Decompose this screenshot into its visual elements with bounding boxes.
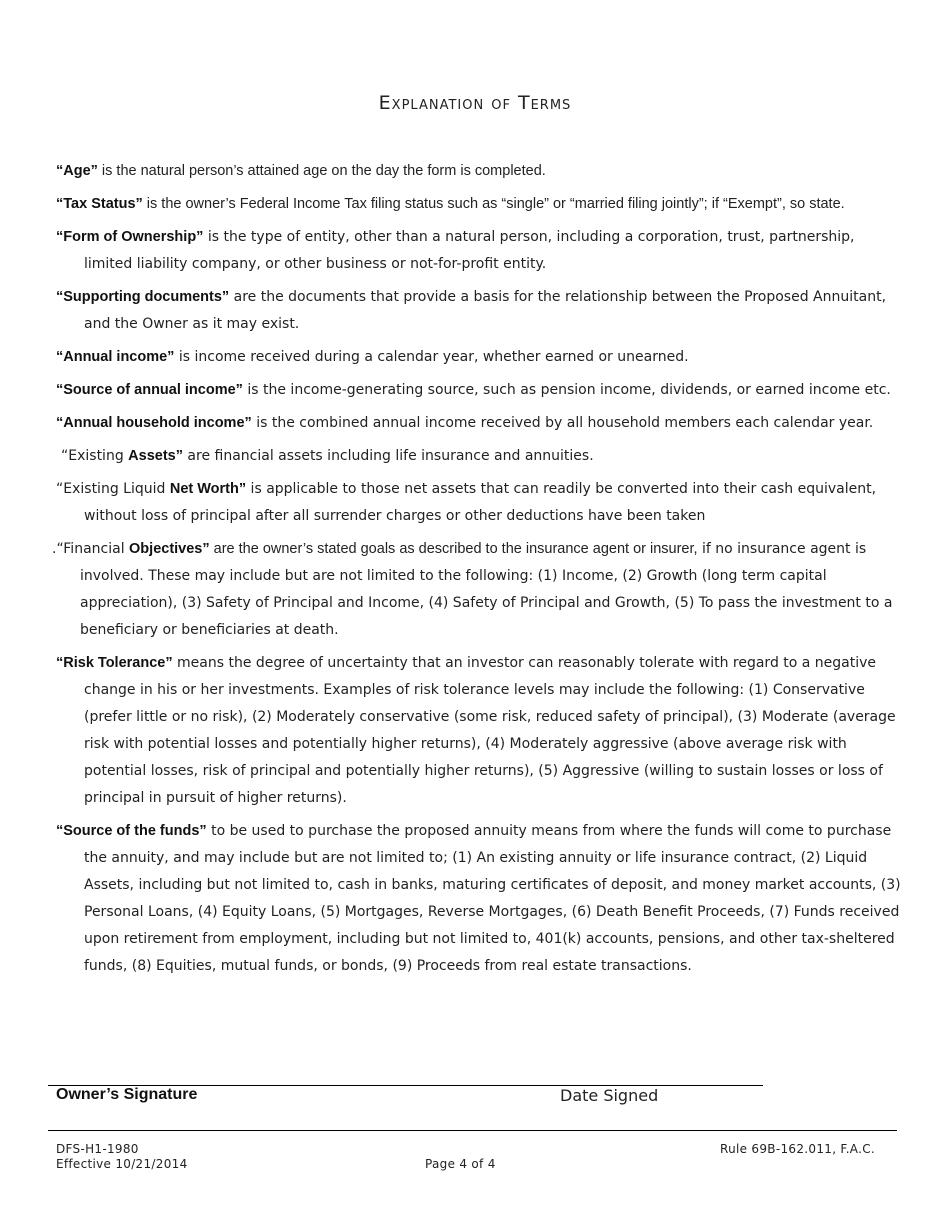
term-annual-income (56, 344, 902, 371)
term-tax-status (56, 191, 902, 218)
term-name: “Risk Tolerance” (56, 655, 173, 671)
term-existing-liquid-net-worth (56, 476, 902, 530)
term-definition-lead: are the owner’s stated goals as described to the insurance agent or insurer, (209, 541, 698, 557)
term-definition: is the type of entity, other than a natural person, including a corporation, trust, partnership, limited liability company, or other business or not-for-profit entity. (84, 229, 855, 272)
term-definition: is the natural person’s attained age on the day the form is completed. (97, 163, 546, 179)
term-name: “Source of annual income” (56, 382, 243, 398)
term-prefix: “Existing (61, 448, 129, 464)
rule-reference: Rule 69B-162.011, F.A.C. (720, 1142, 876, 1156)
term-name: “Form of Ownership” (56, 229, 204, 245)
term-definition: is income received during a calendar year, whether earned or unearned. (174, 349, 689, 365)
term-supporting-documents (56, 284, 902, 338)
term-annual-household-income (56, 410, 902, 437)
term-name: Objectives” (129, 541, 210, 557)
term-name: Net Worth” (169, 481, 247, 497)
term-definition: if no insurance agent is involved. These may include but are not limited to the following: (1) Income, (2) Growth (long term capital appreciation), (3) Safety of Principal and Income, (4) Safety of Principal and Growth, (5) To pass the investment to a beneficiary or beneficiaries at death. (80, 541, 893, 638)
terms-list (52, 158, 902, 986)
term-source-of-the-funds (56, 818, 902, 980)
term-name: “Tax Status” (56, 196, 143, 212)
page-title: Explanation of Terms (378, 92, 572, 114)
term-definition: are financial assets including life insurance and annuities. (182, 448, 594, 464)
owner-signature-label: Owner’s Signature (56, 1086, 198, 1103)
term-definition: is applicable to those net assets that can readily be converted into their cash equivalent, without loss of principal after all surrender charges or other deductions have been taken (84, 481, 877, 524)
form-number: DFS-H1-1980 (56, 1142, 139, 1156)
term-definition: is the combined annual income received by all household members each calendar year. (251, 415, 874, 431)
term-definition: means the degree of uncertainty that an investor can reasonably tolerate with regard to a negative change in his or her investments. Examples of risk tolerance levels may include the following: (1) Conservative (prefer little or no risk), (2) Moderately conservative (some risk, reduced safety of principal), (3) Moderate (average risk with potential losses and potentially higher returns), (4) Moderately aggressive (above average risk with potential losses, risk of principal and potentially higher returns), (5) Aggressive (willing to sustain losses or loss of principal in pursuit of higher returns). (84, 655, 896, 806)
term-source-of-annual-income (56, 377, 902, 404)
term-name: “Annual household income” (56, 415, 252, 431)
term-name: “Source of the funds” (56, 823, 207, 839)
term-existing-assets (56, 443, 902, 470)
term-risk-tolerance (56, 650, 902, 812)
term-name: “Annual income” (56, 349, 175, 365)
term-definition: is the owner’s Federal Income Tax filing status such as “single” or “married filing jointly”; if “Exempt”, so state. (142, 196, 845, 212)
term-prefix: .“Financial (52, 541, 130, 557)
footer-divider (48, 1130, 897, 1131)
term-age (56, 158, 902, 185)
term-definition: are the documents that provide a basis for the relationship between the Proposed Annuitant, and the Owner as it may exist. (84, 289, 887, 332)
date-signed-label: Date Signed (560, 1086, 659, 1105)
term-name: Assets” (128, 448, 183, 464)
effective-date: Effective 10/21/2014 (56, 1157, 188, 1171)
term-name: “Supporting documents” (56, 289, 230, 305)
term-financial-objectives (52, 536, 902, 644)
page-number: Page 4 of 4 (425, 1157, 496, 1171)
term-definition: is the income-generating source, such as pension income, dividends, or earned income etc. (242, 382, 891, 398)
term-definition: to be used to purchase the proposed annuity means from where the funds will come to purchase the annuity, and may include but are not limited to; (1) An existing annuity or life insurance contract, (2) Liquid Assets, including but not limited to, cash in banks, maturing certificates of deposit, and money market accounts, (3) Personal Loans, (4) Equity Loans, (5) Mortgages, Reverse Mortgages, (6) Death Benefit Proceeds, (7) Funds received upon retirement from employment, including but not limited to, 401(k) accounts, pensions, and other tax-sheltered funds, (8) Equities, mutual funds, or bonds, (9) Proceeds from real estate transactions. (84, 823, 901, 974)
term-name: “Age” (56, 163, 98, 179)
term-prefix: “Existing Liquid (56, 481, 170, 497)
term-form-of-ownership (56, 224, 902, 278)
